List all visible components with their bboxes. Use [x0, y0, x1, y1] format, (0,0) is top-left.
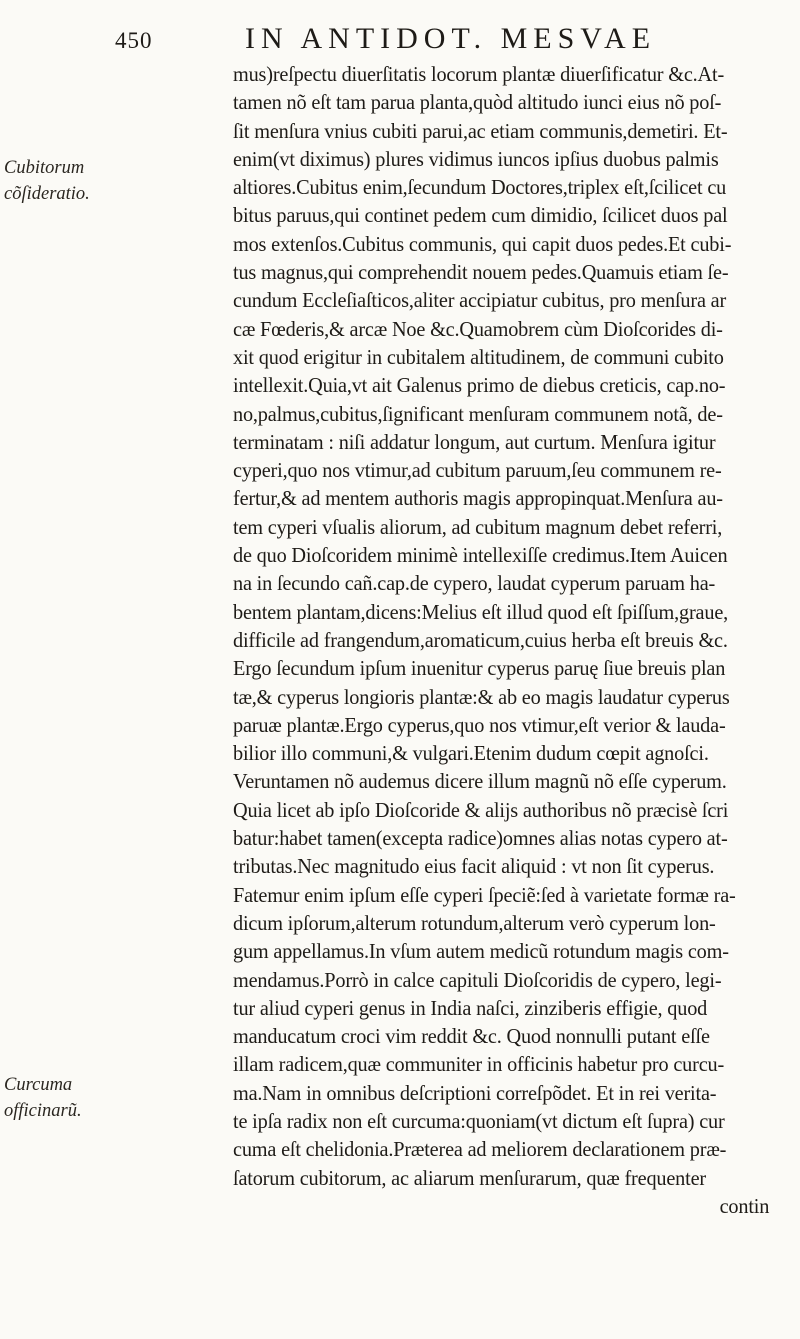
text-line: tur aliud cyperi genus in India naſci, zinziberis effigie, quod — [233, 995, 708, 1020]
text-line: mos extenſos.Cubitus communis, qui capit duos pedes.Et cubi- — [233, 231, 732, 256]
body-text — [233, 60, 800, 1220]
text-line: cundum Eccleſiaſticos,aliter accipiatur cubitus, pro menſura ar — [233, 288, 727, 313]
text-line: tamen nõ eſt tam parua planta,quòd altitudo iunci eius nõ poſ- — [233, 90, 722, 115]
text-line: Veruntamen nõ audemus dicere illum magnũ nõ eſſe cyperum. — [233, 769, 727, 794]
text-line: mus)reſpectu diuerſitatis locorum plantæ diuerſificatur &c.At- — [233, 62, 725, 86]
text-line: cæ Fœderis,& arcæ Noe &c.Quamobrem cùm Dioſcorides di- — [233, 316, 723, 341]
text-line: bitus paruus,qui continet pedem cum dimidio, ſcilicet duos pal — [233, 203, 728, 228]
text-line: fertur,& ad mentem authoris magis appropinquat.Menſura au- — [233, 486, 723, 511]
text-line: tributas.Nec magnitudo eius facit aliquid : vt non ſit cyperus. — [233, 854, 715, 879]
margin-note-cubits — [4, 155, 90, 207]
margin-note-line: Cubitorum — [4, 158, 85, 178]
text-line: de quo Dioſcoridem minimè intellexiſſe credimus.Item Auicen — [233, 543, 728, 568]
running-title: IN ANTIDOT. MESVAE — [245, 22, 657, 55]
text-line: batur:habet tamen(excepta radice)omnes alias notas cypero at- — [233, 826, 728, 851]
text-line: intellexit.Quia,vt ait Galenus primo de diebus creticis, cap.no- — [233, 373, 726, 398]
page-number: 450 — [115, 28, 153, 53]
text-line: gum appellamus.In vſum autem medicũ rotundum magis com- — [233, 939, 729, 964]
text-line: ma.Nam in omnibus deſcriptioni correſpõdet. Et in rei verita- — [233, 1080, 717, 1105]
text-line: enim(vt diximus) plures vidimus iuncos ipſius duobus palmis — [233, 146, 719, 171]
text-line: tus magnus,qui comprehendit nouem pedes.Quamuis etiam ſe- — [233, 260, 729, 285]
text-line: te ipſa radix non eſt curcuma:quoniam(vt dictum eſt ſupra) cur — [233, 1108, 725, 1133]
text-line: illam radicem,quæ communiter in officinis habetur pro curcu- — [233, 1052, 725, 1077]
margin-note-curcuma — [4, 1072, 82, 1124]
running-head — [115, 22, 675, 62]
text-line: mendamus.Porrò in calce capituli Dioſcoridis de cypero, legi- — [233, 967, 722, 992]
text-line: altiores.Cubitus enim,ſecundum Doctores,triplex eſt,ſcilicet cu — [233, 175, 727, 200]
text-line: Quia licet ab ipſo Dioſcoride & alijs authoribus nõ præcisè ſcri — [233, 797, 729, 822]
text-line: dicum ipſorum,alterum rotundum,alterum verò cyperum lon- — [233, 910, 716, 935]
margin-note-line: officinarũ. — [4, 1101, 82, 1121]
text-line: tæ,& cyperus longioris plantæ:& ab eo magis laudatur cyperus — [233, 684, 730, 709]
text-line: ſit menſura vnius cubiti parui,ac etiam communis,demetiri. Et- — [233, 118, 728, 143]
text-line: xit quod erigitur in cubitalem altitudinem, de communi cubito — [233, 344, 724, 369]
text-line: ſatorum cubitorum, ac aliarum menſurarum, quæ frequenter — [233, 1165, 706, 1190]
text-line: paruæ plantæ.Ergo cyperus,quo nos vtimur,eſt verior & lauda- — [233, 712, 726, 737]
text-line: bentem plantam,dicens:Melius eſt illud quod eſt ſpiſſum,graue, — [233, 599, 729, 624]
catchword: contin — [719, 1193, 770, 1218]
text-line: na in ſecundo cañ.cap.de cypero, laudat cyperum paruam ha- — [233, 571, 716, 596]
text-line: cuma eſt chelidonia.Præterea ad meliorem declarationem præ- — [233, 1137, 727, 1162]
text-line: bilior illo communi,& vulgari.Etenim dudum cœpit agnoſci. — [233, 741, 709, 766]
text-line: Fatemur enim ipſum eſſe cyperi ſpeciẽ:ſed à varietate formæ ra- — [233, 882, 736, 907]
text-line: difficile ad frangendum,aromaticum,cuius herba eſt breuis &c. — [233, 627, 728, 652]
text-line: manducatum croci vim reddit &c. Quod nonnulli putant eſſe — [233, 1024, 710, 1049]
margin-note-line: Curcuma — [4, 1075, 73, 1095]
margin-note-line: cõſideratio. — [4, 184, 90, 204]
text-line: tem cyperi vſualis aliorum, ad cubitum magnum debet referri, — [233, 514, 723, 539]
text-line: no,palmus,cubitus,ſignificant menſuram communem notã, de- — [233, 401, 723, 426]
text-line: Ergo ſecundum ipſum inuenitur cyperus paruę ſiue breuis plan — [233, 656, 726, 681]
text-line: terminatam : niſi addatur longum, aut curtum. Menſura igitur — [233, 429, 716, 454]
text-line: cyperi,quo nos vtimur,ad cubitum paruum,ſeu communem re- — [233, 458, 722, 483]
